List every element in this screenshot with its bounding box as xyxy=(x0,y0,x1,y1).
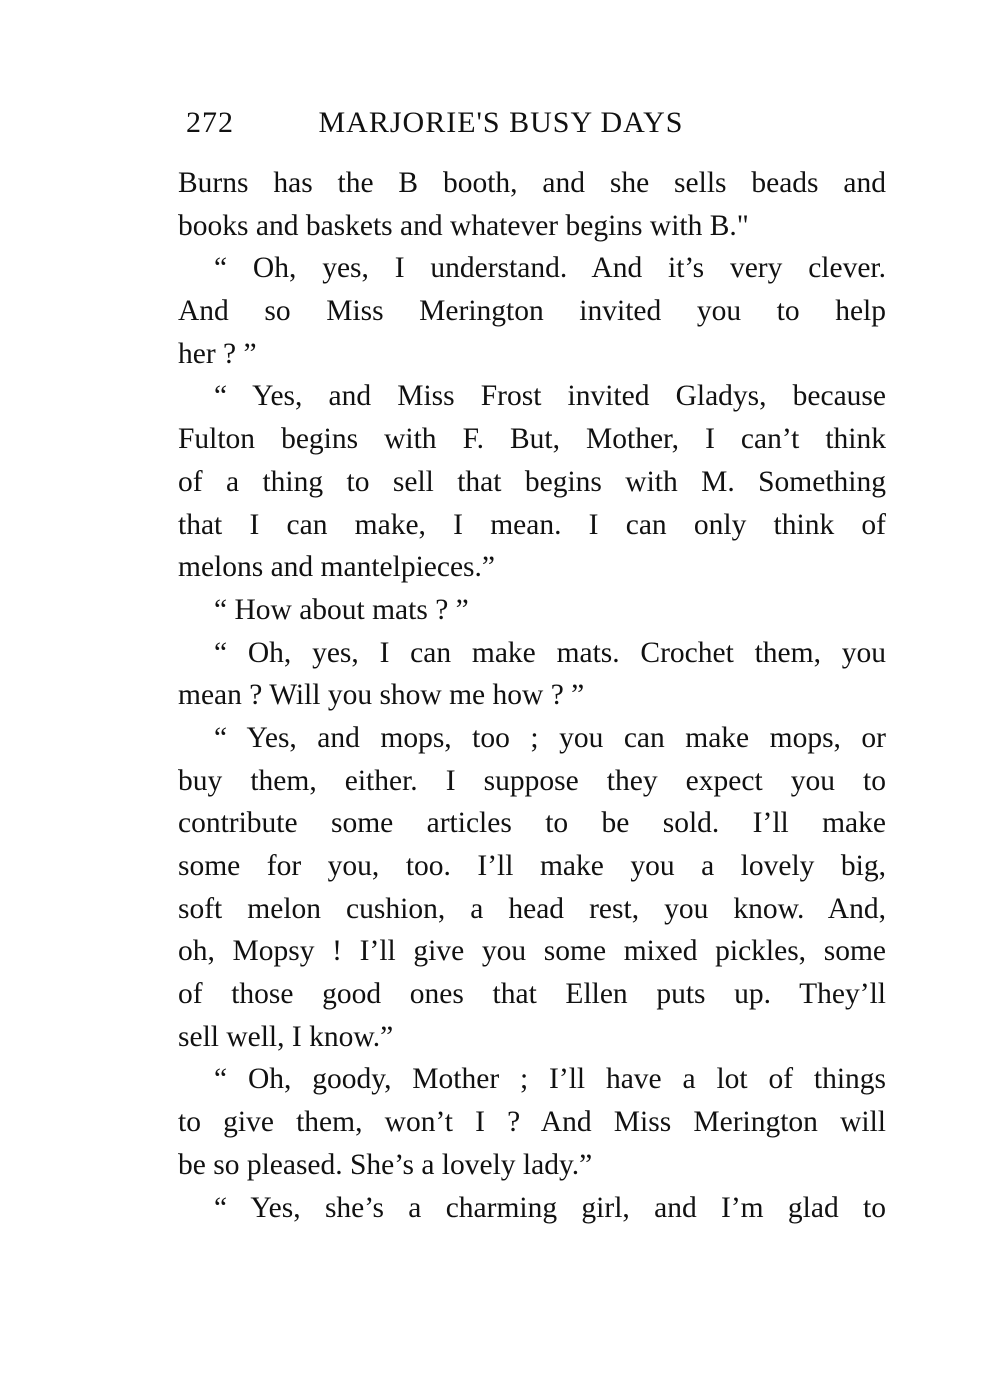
text-line: be so pleased. She’s a lovely lady.” xyxy=(178,1148,593,1181)
running-title: MARJORIE'S BUSY DAYS xyxy=(318,106,684,139)
text-line: “ Oh, yes, I can make mats. Crochet them, you xyxy=(214,636,886,669)
text-line: books and baskets and whatever begins with B." xyxy=(178,209,749,242)
text-line: contribute some articles to be sold. I’ll make xyxy=(178,807,886,840)
page-header xyxy=(186,100,886,146)
text-line: “ Yes, and Miss Frost invited Gladys, because xyxy=(214,380,886,413)
text-line: to give them, won’t I ? And Miss Merington will xyxy=(178,1106,886,1139)
text-line: that I can make, I mean. I can only think of xyxy=(178,508,886,541)
page-number: 272 xyxy=(186,106,234,139)
text-line: buy them, either. I suppose they expect you to xyxy=(178,764,886,797)
text-line: oh, Mopsy ! I’ll give you some mixed pickles, some xyxy=(178,935,886,968)
text-line: “ Oh, yes, I understand. And it’s very clever. xyxy=(214,252,886,285)
text-line: of a thing to sell that begins with M. Something xyxy=(178,465,886,498)
text-line: soft melon cushion, a head rest, you know. And, xyxy=(178,892,886,925)
text-line: “ Oh, goody, Mother ; I’ll have a lot of things xyxy=(214,1063,886,1096)
body-text xyxy=(178,162,886,1229)
text-line: her ? ” xyxy=(178,337,257,370)
text-line: Fulton begins with F. But, Mother, I can’t think xyxy=(178,423,886,456)
text-line: And so Miss Merington invited you to help xyxy=(178,295,886,328)
text-line: “ How about mats ? ” xyxy=(214,593,469,626)
text-line: some for you, too. I’ll make you a lovely big, xyxy=(178,850,886,882)
text-line: Burns has the B booth, and she sells beads and xyxy=(178,167,886,199)
text-line: of those good ones that Ellen puts up. They’ll xyxy=(178,978,886,1011)
text-line: “ Yes, she’s a charming girl, and I’m glad to xyxy=(214,1191,886,1224)
text-line: melons and mantelpieces.” xyxy=(178,551,496,584)
text-line: mean ? Will you show me how ? ” xyxy=(178,679,585,712)
text-line: “ Yes, and mops, too ; you can make mops, or xyxy=(214,721,886,754)
text-line: sell well, I know.” xyxy=(178,1020,394,1053)
